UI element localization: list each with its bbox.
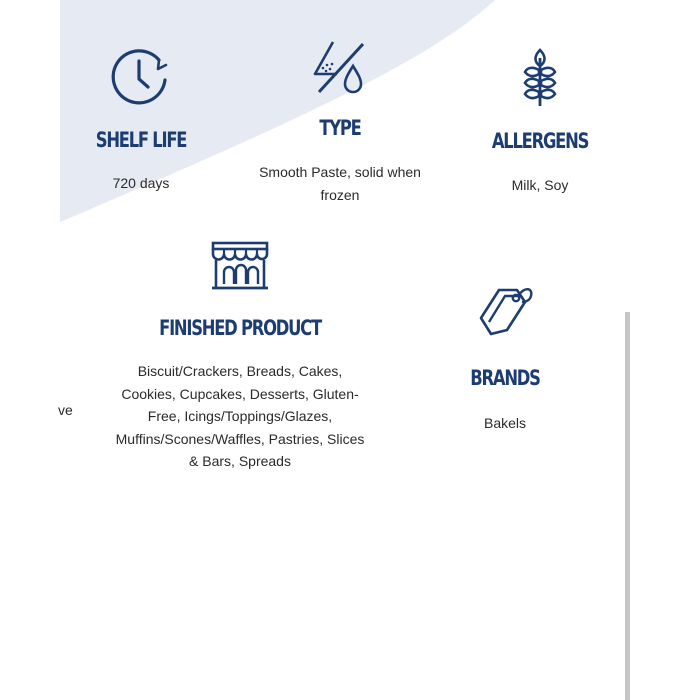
storefront-icon	[210, 240, 270, 292]
brands-value: Bakels	[483, 415, 527, 431]
shelf-life-title: SHELF LIFE	[95, 128, 187, 152]
brands-title: BRANDS	[470, 366, 540, 390]
type-value	[240, 161, 440, 206]
finished-product-line: Biscuit/Crackers, Breads, Cakes,	[137, 363, 343, 379]
shelf-life-value: 720 days	[112, 175, 170, 191]
finished-product-line: Muffins/Scones/Waffles, Pastries, Slices	[115, 430, 365, 447]
type-title: TYPE	[319, 116, 361, 140]
brands-section	[435, 280, 575, 435]
finished-product-title: FINISHED PRODUCT	[159, 316, 321, 340]
shelf-life-section	[60, 46, 222, 195]
allergens-section	[460, 48, 620, 197]
type-section	[240, 36, 440, 206]
allergens-value: Milk, Soy	[511, 177, 569, 193]
finished-product-line: Free, Icings/Toppings/Glazes,	[147, 408, 333, 424]
allergens-title: ALLERGENS	[491, 129, 589, 153]
price-tags-icon	[473, 280, 537, 344]
finished-product-list	[100, 360, 380, 473]
water-sugar-icon	[307, 36, 373, 96]
cutoff-text: ve	[58, 402, 73, 418]
finished-product-section	[100, 240, 380, 473]
finished-product-line: Cookies, Cupcakes, Desserts, Gluten-	[121, 385, 359, 402]
finished-product-line: & Bars, Spreads	[189, 453, 291, 469]
wheat-icon	[520, 48, 560, 108]
type-value-line: Smooth Paste, solid when	[259, 164, 421, 180]
scrollbar[interactable]	[625, 312, 630, 700]
clock-icon	[110, 46, 172, 108]
type-value-line: frozen	[320, 186, 360, 203]
